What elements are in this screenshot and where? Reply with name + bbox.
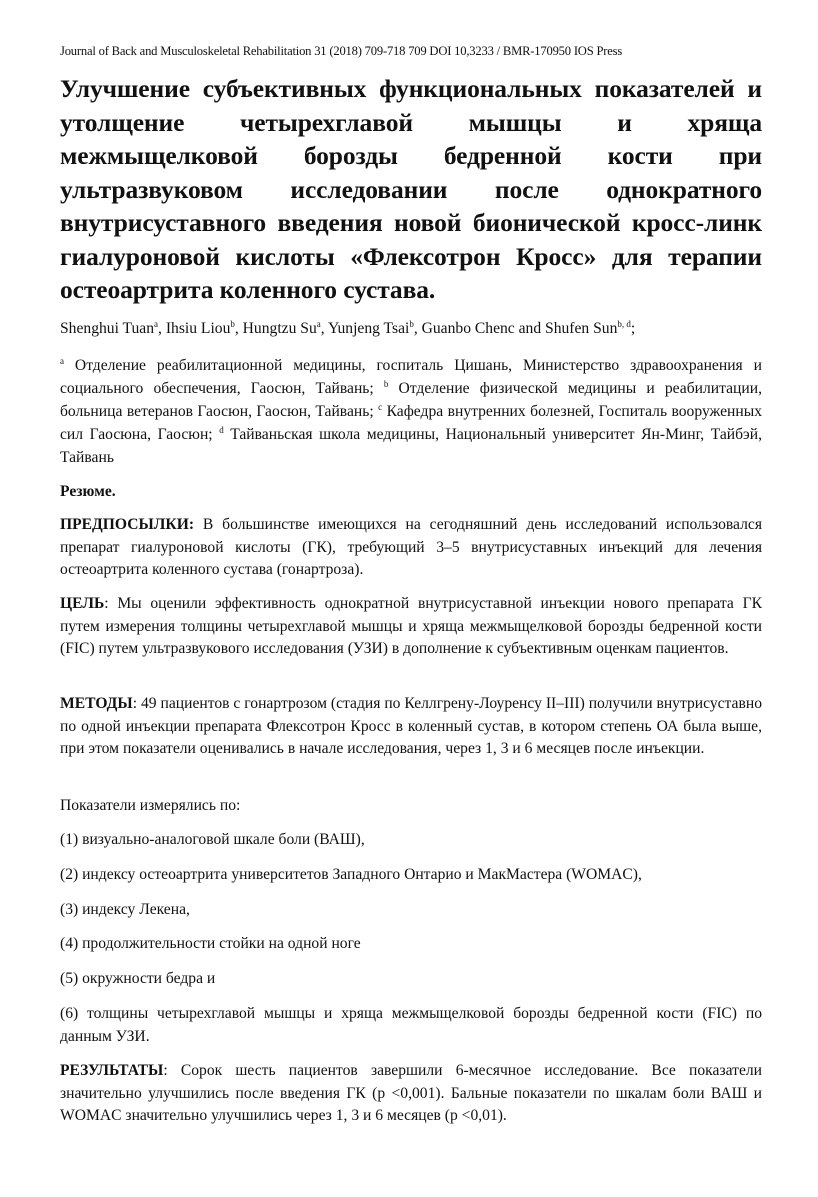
- measure-item: (5) окружности бедра и: [60, 970, 216, 987]
- paper-title: Улучшение субъективных функциональных показателей и утолщение четырехглавой мышцы и хряща межмыщелковой борозды бедренной кости при ультразвуковом исследовании после однократного внутрисуставного введения новой бионической кросс-линк гиалуроновой кислоты «Флексотрон Кросс» для терапии остеоартрита коленного сустава.: [60, 74, 762, 304]
- author: Hungtzu Su$^a$,: [242, 318, 328, 337]
- background-section: ПРЕДПОСЫЛКИ: В большинстве имеющихся на сегодняшний день исследований использовался препарат гиалуроновой кислоты (ГК), требующий 3–5 внутрисуставных инъекций для лечения остеоартрита коленного сустава (гонартроза).: [60, 516, 762, 578]
- methods-section: МЕТОДЫ: 49 пациентов с гонартрозом (стадия по Келлгрену-Лоуренсу II–III) получили внутрисуставно по одной инъекции препарата Флексотрон Кросс в коленный сустав, в котором степень ОА была выше, при этом показатели оценивались в начале исследования, через 1, 3 и 6 месяцев после инъекции.: [60, 695, 762, 757]
- measures-intro: Показатели измерялись по:: [60, 797, 241, 814]
- author-list: [60, 319, 762, 339]
- measure-item: (6) толщины четырехглавой мышцы и хряща межмыщелковой борозды бедренной кости (FIC) по данным УЗИ.: [60, 1005, 762, 1045]
- journal-citation: Journal of Back and Musculoskeletal Rehabilitation 31 (2018) 709-718 709 DOI 10,3233 / BMR-170950 IOS Press: [60, 44, 623, 58]
- measure-item: (2) индексу остеоартрита университетов Западного Онтарио и МакМастера (WOMAC),: [60, 866, 642, 883]
- author: Shenghui Tuan$^a$,: [60, 318, 166, 337]
- abstract-heading: Резюме.: [60, 483, 116, 500]
- section-label: ЦЕЛЬ: [60, 595, 105, 612]
- author: Yunjeng Tsai$^b$,: [327, 318, 422, 337]
- author: Ihsiu Liou$^b$,: [165, 318, 243, 337]
- author: Guanbo Chenc and Shufen Sun$^{b, d}$;: [421, 318, 636, 337]
- results-section: РЕЗУЛЬТАТЫ: Сорок шесть пациентов завершили 6-месячное исследование. Все показатели значительно улучшились после введения ГК (р <0,001). Бальные показатели по шкалам боли ВАШ и WOMAC значительно улучшились через 1, 3 и 6 месяцев (р <0,01).: [60, 1062, 762, 1124]
- section-label: РЕЗУЛЬТАТЫ: [60, 1062, 164, 1079]
- measure-item: (4) продолжительности стойки на одной ноге: [60, 935, 361, 952]
- measure-item: (3) индексу Лекена,: [60, 901, 190, 918]
- section-label: ПРЕДПОСЫЛКИ:: [60, 516, 195, 533]
- section-label: МЕТОДЫ: [60, 695, 133, 712]
- affiliations: $^a$ Отделение реабилитационной медицины, госпиталь Цишань, Министерство здравоохранения и социального обеспечения, Гаосюн, Тайвань; $^b$ Отделение физической медицины и реабилитации, больница ветеранов Гаосюн, Гаосюн, Тайвань; $^c$ Кафедра внутренних болезней, Госпиталь вооруженных сил Гаосюна, Гаосюн; $^d$ Тайваньская школа медицины, Национальный университет Ян-Минг, Тайбэй, Тайвань: [60, 355, 762, 466]
- measure-item: (1) визуально-аналоговой шкале боли (ВАШ),: [60, 831, 365, 848]
- objective-section: ЦЕЛЬ: Мы оценили эффективность однократной внутрисуставной инъекции нового препарата ГК путем измерения толщины четырехглавой мышцы и хряща межмыщелковой борозды бедренной кости (FIC) путем ультразвукового исследования (УЗИ) в дополнение к субъективным оценкам пациентов.: [60, 595, 762, 657]
